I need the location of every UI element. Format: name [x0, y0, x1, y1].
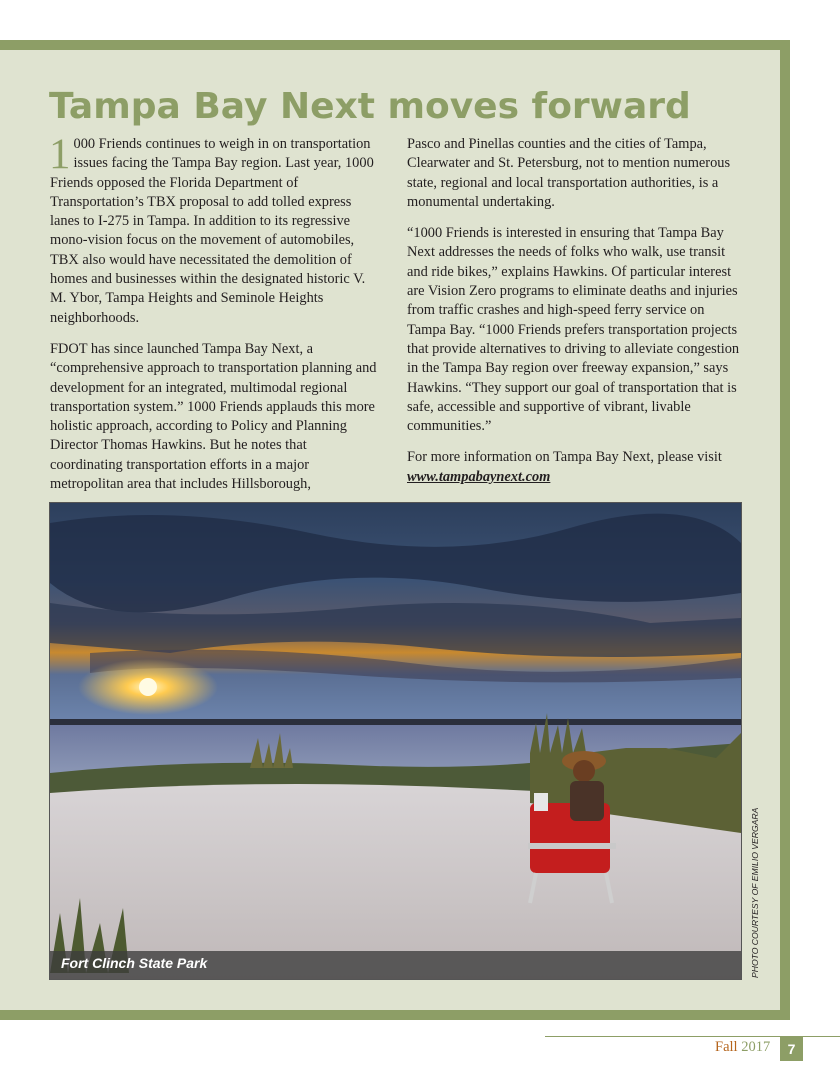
caption-bar: [50, 951, 741, 979]
photo-caption: Fort Clinch State Park: [61, 955, 208, 971]
photo-credit: PHOTO COURTESY OF EMILIO VERGARA: [750, 807, 760, 978]
right-column: [407, 135, 745, 499]
issue-date: [715, 1039, 770, 1056]
paragraph-more-info: [407, 448, 745, 487]
sunset-scene-illustration: [50, 503, 741, 979]
issue-year: 2017: [741, 1039, 771, 1055]
paragraph-intro: [49, 131, 380, 328]
more-info-text: For more information on Tampa Bay Next, please visit: [407, 449, 722, 466]
left-column: [49, 131, 380, 506]
paragraph-hawkins-quote: “1000 Friends is interested in ensuring that Tampa Bay Next addresses the needs of folks who walk, use transit and ride bikes,” explains Hawkins. Of particular interest are Vision Zero programs to eliminate deaths and injuries from traffic crashes and high-speed ferry service on Tampa Bay. “1000 Friends prefers transportation projects that provide alternatives to driving to alleviate congestion in the Tampa Bay region over freeway expansion,” says Hawkins. “They support our goal of transportation that is safe, accessible and supportive of vibrant, livable communities.”: [407, 225, 740, 435]
page-number: 7: [780, 1037, 803, 1061]
sunset-beach-photo: [49, 502, 742, 980]
paragraph-fdot: FDOT has since launched Tampa Bay Next, a “comprehensive approach to transportation planning and development for an integrated, multimodal regional transportation system.” 1000 Friends applauds this more holistic approach, according to Policy and Planning Director Thomas Hawkins. But he notes that coordinating transportation efforts in a major metropolitan area that includes Hillsborough,: [50, 340, 377, 493]
tampabaynext-link[interactable]: www.tampabaynext.com: [407, 468, 551, 485]
issue-season: Fall: [715, 1039, 738, 1055]
paragraph-counties: Pasco and Pinellas counties and the cities of Tampa, Clearwater and St. Petersburg, not to mention numerous state, regional and local transportation authorities, is a monumental undertaking.: [407, 136, 731, 210]
drop-cap: 1: [49, 131, 71, 178]
paragraph-intro-text: 000 Friends continues to weigh in on transportation issues facing the Tampa Bay region. Last year, 1000 Friends opposed the Florida Department of Transportation’s TBX proposal to add tolled express lanes to I-275 in Tampa. In addition to its regressive mono-vision focus on the movement of automobiles, TBX also would have necessitated the demolition of homes and businesses within the designated historic V. M. Ybor, Tampa Heights and Seminole Heights neighborhoods.: [50, 136, 374, 326]
article-title: Tampa Bay Next moves forward: [49, 86, 691, 127]
